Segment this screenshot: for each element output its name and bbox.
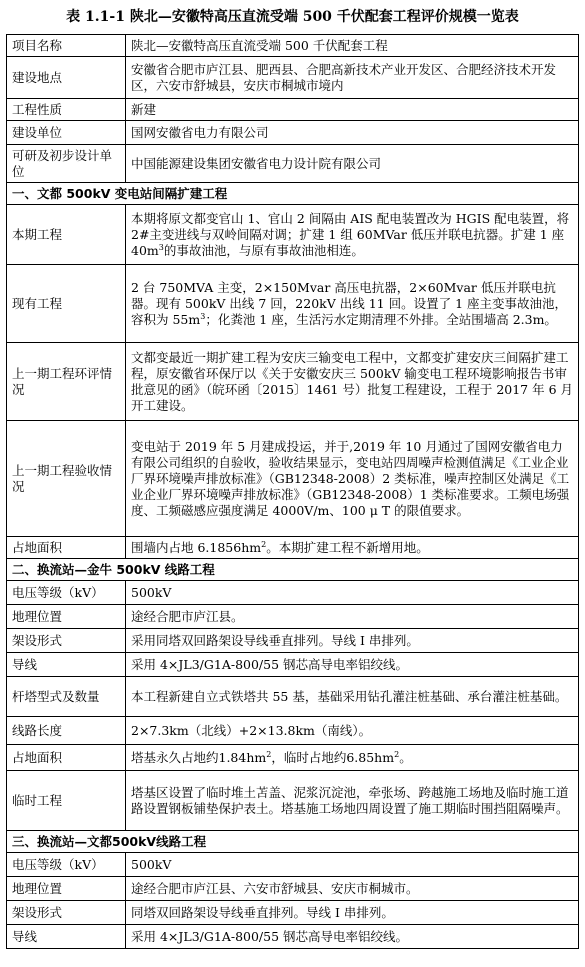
row-value: 500kV bbox=[126, 853, 579, 877]
table-row bbox=[7, 421, 579, 537]
row-value: 采用 4×JL3/G1A-800/55 钢芯高导电率铝绞线。 bbox=[126, 925, 579, 949]
section-title: 三、换流站—文都500kV线路工程 bbox=[7, 831, 579, 853]
table-row bbox=[7, 265, 579, 343]
table-row bbox=[7, 605, 579, 629]
table-row bbox=[7, 145, 579, 183]
row-value: 塔基永久占地约$1.84hm^2$，临时占地约$6.85hm^2$。 bbox=[126, 745, 579, 771]
table-row bbox=[7, 853, 579, 877]
row-label: 占地面积 bbox=[7, 745, 126, 771]
row-label: 电压等级（kV） bbox=[7, 581, 126, 605]
row-value: 陕北—安徽特高压直流受端 500 千伏配套工程 bbox=[126, 35, 579, 57]
row-label: 占地面积 bbox=[7, 537, 126, 559]
row-label: 临时工程 bbox=[7, 771, 126, 831]
row-value: 途经合肥市庐江县。 bbox=[126, 605, 579, 629]
scale-table bbox=[6, 34, 579, 949]
table-row bbox=[7, 57, 579, 99]
row-value: 采用 4×JL3/G1A-800/55 钢芯高导电率铝绞线。 bbox=[126, 653, 579, 677]
table-row bbox=[7, 677, 579, 717]
table-row bbox=[7, 581, 579, 605]
section-title: 二、换流站—金牛 500kV 线路工程 bbox=[7, 559, 579, 581]
row-value: 变电站于 2019 年 5 月建成投运，并于,2019 年 10 月通过了国网安徽省电力有限公司组织的自验收，验收结果显示，变电站四周噪声检测值满足《工业企业厂界环境噪声排放标准》（GB12348-2008）2 类标准，噪声控制区处满足《工业企业厂界环境噪声排放标准》（GB12348-2008）1 类标准要求。工频电场强度、工频磁感应强度满足 4000V/m、100 μ T 的限值要求。 bbox=[126, 421, 579, 537]
row-label: 地理位置 bbox=[7, 877, 126, 901]
table-row bbox=[7, 35, 579, 57]
row-value: 新建 bbox=[126, 99, 579, 121]
table-row bbox=[7, 121, 579, 145]
row-label: 建设地点 bbox=[7, 57, 126, 99]
table-row bbox=[7, 901, 579, 925]
row-label: 架设形式 bbox=[7, 901, 126, 925]
row-value: 塔基区设置了临时堆土苫盖、泥浆沉淀池，牵张场、跨越施工场地及临时施工道路设置钢板铺垫保护表土。塔基施工场地四周设置了施工期临时围挡阻隔噪声。 bbox=[126, 771, 579, 831]
row-value: 途经合肥市庐江县、六安市舒城县、安庆市桐城市。 bbox=[126, 877, 579, 901]
row-value: 采用同塔双回路架设导线垂直排列。导线 I 串排列。 bbox=[126, 629, 579, 653]
row-label: 工程性质 bbox=[7, 99, 126, 121]
row-value: 国网安徽省电力有限公司 bbox=[126, 121, 579, 145]
row-value: 2×7.3km（北线）+2×13.8km（南线）。 bbox=[126, 717, 579, 745]
table-row bbox=[7, 537, 579, 559]
row-value: 2 台 750MVA 主变，2×150Mvar 高压电抗器，2×60Mvar 低压并联电抗器。现有 500kV 出线 7 回，220kV 出线 11 回。设置了 1 座主变事故油池，容积为 $55m^3$；化粪池 1 座，生活污水定期清理不外排。全站围墙高 2.3m。 bbox=[126, 265, 579, 343]
row-label: 杆塔型式及数量 bbox=[7, 677, 126, 717]
row-label: 线路长度 bbox=[7, 717, 126, 745]
table-row bbox=[7, 205, 579, 265]
row-value: 本期将原文都变官山 1、官山 2 间隔由 AIS 配电装置改为 HGIS 配电装置，将 2#主变进线与双岭间隔对调；扩建 1 组 60MVar 低压并联电抗器。扩建 1 座 $40m^3$的事故油池，与原有事故油池相连。 bbox=[126, 205, 579, 265]
section-header-row bbox=[7, 183, 579, 205]
row-value: 围墙内占地 $6.1856hm^2$。本期扩建工程不新增用地。 bbox=[126, 537, 579, 559]
table-row bbox=[7, 925, 579, 949]
table-title: 表 1.1-1 陕北—安徽特高压直流受端 500 千伏配套工程评价规模一览表 bbox=[66, 9, 519, 25]
row-label: 导线 bbox=[7, 653, 126, 677]
row-value: 本工程新建自立式铁塔共 55 基，基础采用钻孔灌注桩基础、承台灌注桩基础。 bbox=[126, 677, 579, 717]
row-label: 地理位置 bbox=[7, 605, 126, 629]
row-value: 同塔双回路架设导线垂直排列。导线 I 串排列。 bbox=[126, 901, 579, 925]
row-value: 500kV bbox=[126, 581, 579, 605]
table-row bbox=[7, 877, 579, 901]
row-label: 架设形式 bbox=[7, 629, 126, 653]
table-row bbox=[7, 629, 579, 653]
row-label: 电压等级（kV） bbox=[7, 853, 126, 877]
table-row bbox=[7, 99, 579, 121]
section-header-row bbox=[7, 831, 579, 853]
row-value: 安徽省合肥市庐江县、肥西县、合肥高新技术产业开发区、合肥经济技术开发区，六安市舒城县，安庆市桐城市境内 bbox=[126, 57, 579, 99]
row-label: 现有工程 bbox=[7, 265, 126, 343]
section-header-row bbox=[7, 559, 579, 581]
section-title: 一、文都 500kV 变电站间隔扩建工程 bbox=[7, 183, 579, 205]
row-label: 项目名称 bbox=[7, 35, 126, 57]
row-label: 本期工程 bbox=[7, 205, 126, 265]
table-row bbox=[7, 343, 579, 421]
table-row bbox=[7, 745, 579, 771]
row-label: 上一期工程验收情况 bbox=[7, 421, 126, 537]
row-value: 中国能源建设集团安徽省电力设计院有限公司 bbox=[126, 145, 579, 183]
row-label: 上一期工程环评情况 bbox=[7, 343, 126, 421]
table-row bbox=[7, 771, 579, 831]
table-row bbox=[7, 717, 579, 745]
row-label: 导线 bbox=[7, 925, 126, 949]
row-value: 文都变最近一期扩建工程为安庆三输变电工程中，文都变扩建安庆三间隔扩建工程，原安徽省环保厅以《关于安徽安庆三 500kV 输变电工程环境影响报告书审批意见的函》（皖环函〔2015〕1461 号）批复工程建设，工程于 2017 年 6 月开工建设。 bbox=[126, 343, 579, 421]
table-row bbox=[7, 653, 579, 677]
row-label: 建设单位 bbox=[7, 121, 126, 145]
row-label: 可研及初步设计单位 bbox=[7, 145, 126, 183]
